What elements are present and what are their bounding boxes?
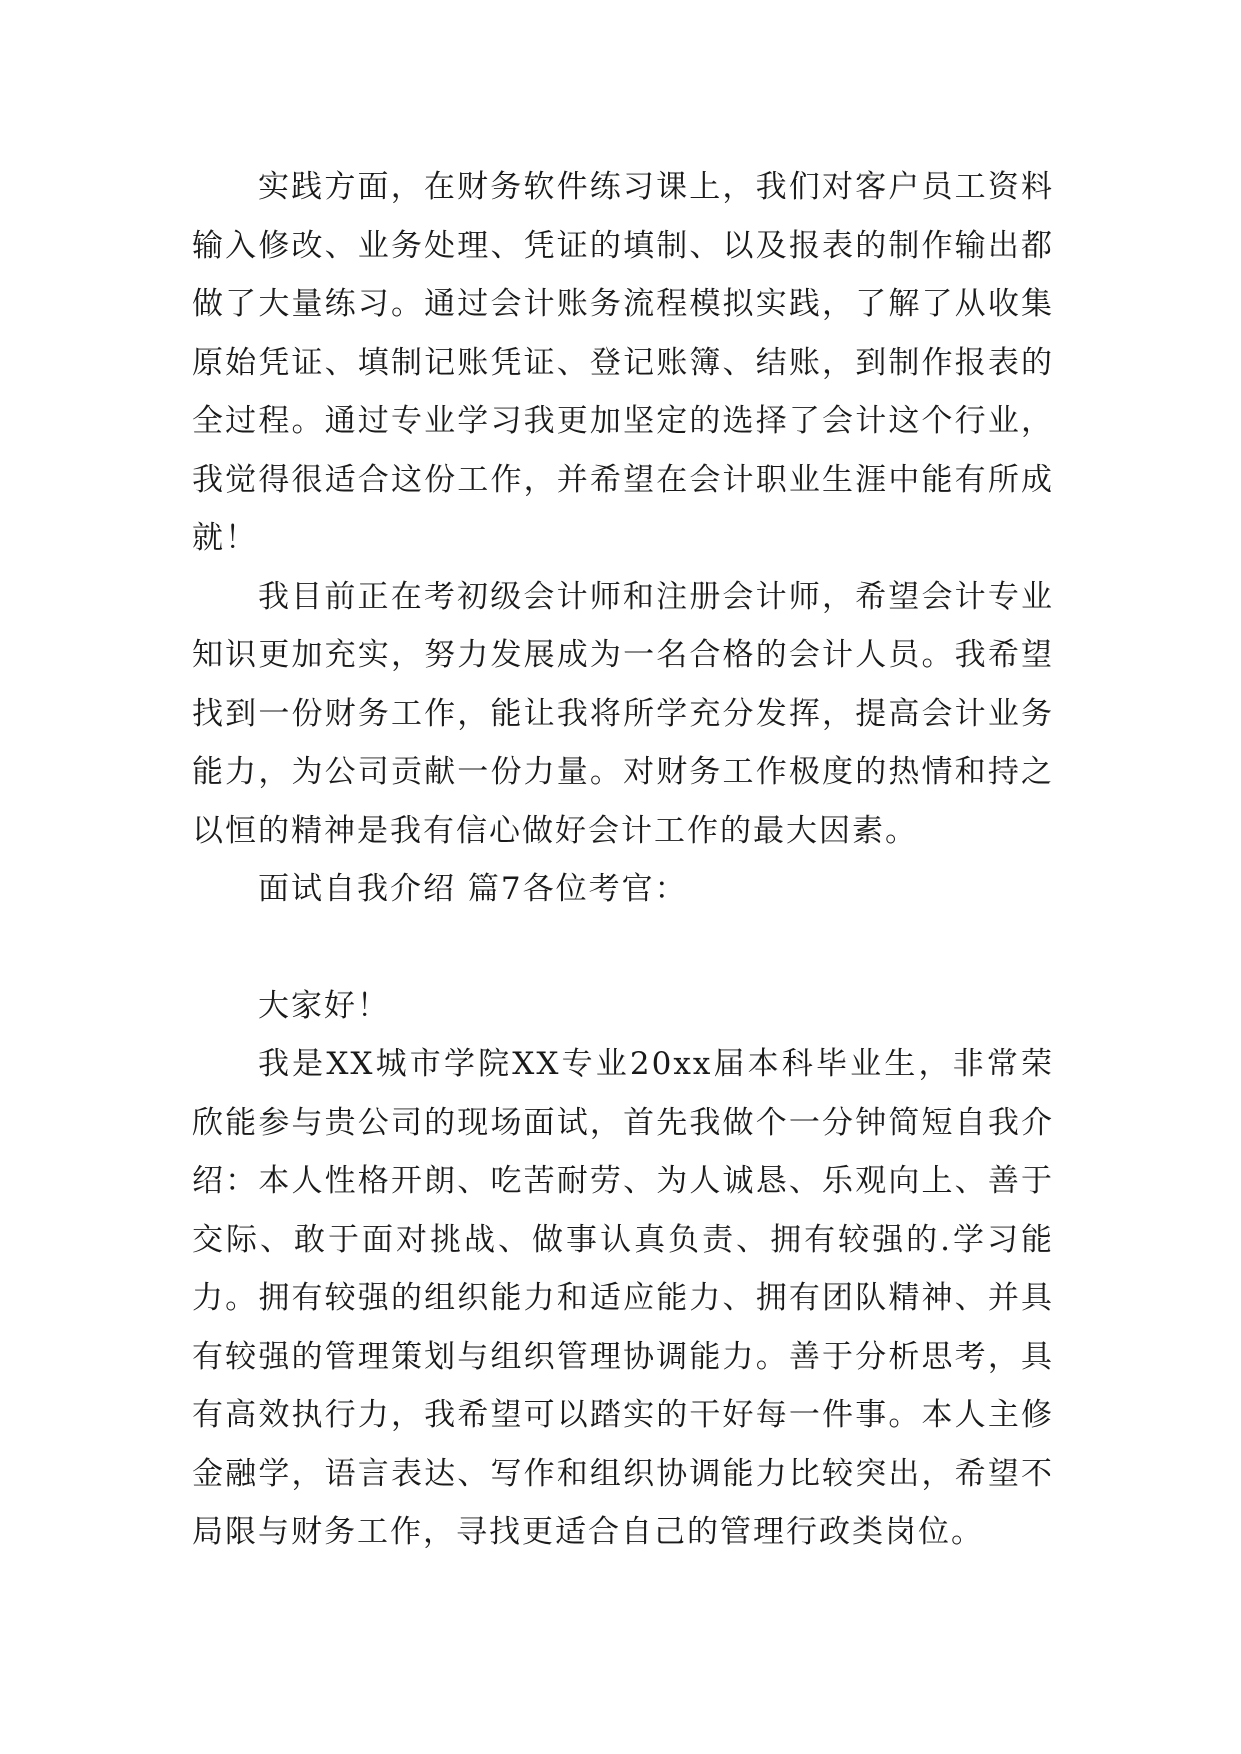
blank-line <box>192 919 1054 977</box>
greeting: 大家好！ <box>258 987 390 1024</box>
paragraph-self-introduction: 我是XX城市学院XX专业20xx届本科毕业生，非常荣欣能参与贵公司的现场面试，首先我做个一分钟简短自我介绍：本人性格开朗、吃苦耐劳、为人诚恳、乐观向上、善于交际、敢于面对挑战、做事认真负责、拥有较强的.学习能力。拥有较强的组织能力和适应能力、拥有团队精神、并具有较强的管理策划与组织管理协调能力。善于分析思考，具有高效执行力，我希望可以踏实的干好每一件事。本人主修金融学，语言表达、写作和组织协调能力比较突出，希望不局限与财务工作，寻找更适合自己的管理行政类岗位。 <box>192 1046 1054 1550</box>
section-heading: 面试自我介绍 篇7各位考官： <box>258 871 688 907</box>
document-body <box>192 158 1054 1562</box>
paragraph-career-goal: 我目前正在考初级会计师和注册会计师，希望会计专业知识更加充实，努力发展成为一名合格的会计人员。我希望找到一份财务工作，能让我将所学充分发挥，提高会计业务能力，为公司贡献一份力量。对财务工作极度的热情和持之以恒的精神是我有信心做好会计工作的最大因素。 <box>192 578 1054 849</box>
paragraph-practice: 实践方面，在财务软件练习课上，我们对客户员工资料输入修改、业务处理、凭证的填制、以及报表的制作输出都做了大量练习。通过会计账务流程模拟实践，了解了从收集原始凭证、填制记账凭证、登记账簿、结账，到制作报表的全过程。通过专业学习我更加坚定的选择了会计这个行业，我觉得很适合这份工作，并希望在会计职业生涯中能有所成就！ <box>192 169 1054 556</box>
